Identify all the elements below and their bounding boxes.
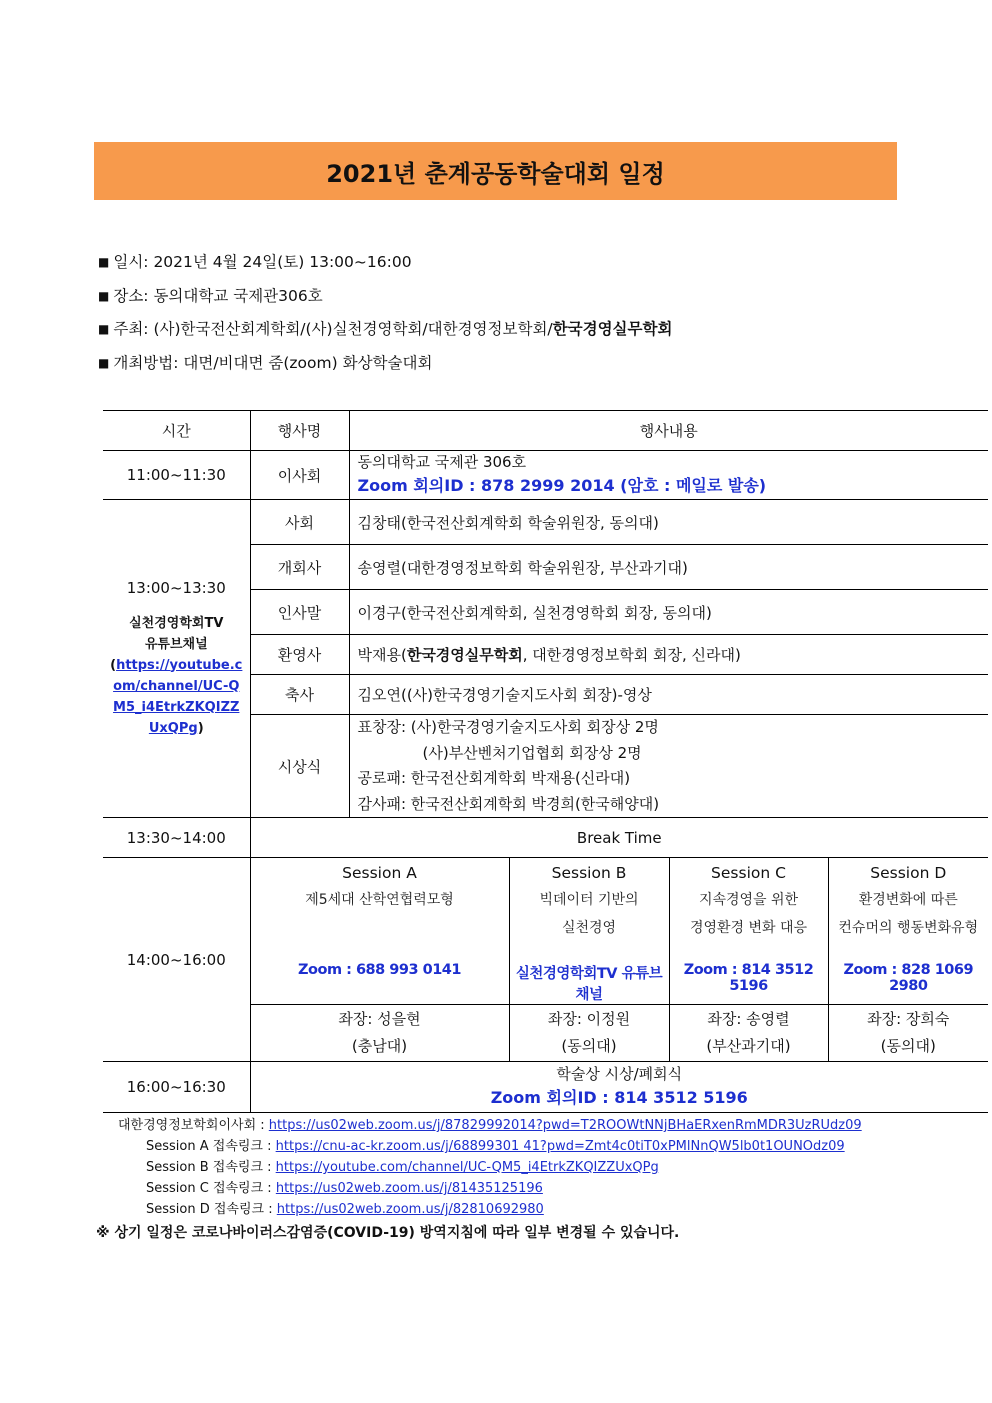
schedule-change-note: ※ 상기 일정은 코로나바이러스감염증(COVID-19) 방역지침에 따라 일부 변경될 수 있습니다. <box>96 1225 680 1241</box>
info-host: ■ 주최: (사)한국전산회계학회/(사)실천경영학회/대한경영정보학회/ 한국경영실무학회 <box>98 317 898 351</box>
bullet-icon: ■ <box>98 322 110 336</box>
table-header-row <box>103 411 988 451</box>
info-date: ■ 일시: 2021년 4월 24일(토) 13:00~16:00 <box>98 250 898 284</box>
cell-content: 김오연((사)한국경영기술지도사회 회장)-영상 <box>349 675 988 715</box>
event-info <box>98 250 898 384</box>
table-row-closing <box>103 1062 988 1113</box>
session-c-chair: 좌장: 송영렬 (부산과기대) <box>669 1005 828 1062</box>
session-a-chair: 좌장: 성을현 (충남대) <box>250 1005 509 1062</box>
list-item: Session C 접속링크 : https://us02web.zoom.us/j/81435125196 <box>146 1181 543 1196</box>
list-item: Session A 접속링크 : https://cnu-ac-kr.zoom.us/j/68899301 41?pwd=Zmt4c0tiT0xPMlNnQW5lb0t1OUNOdz09 <box>146 1139 845 1154</box>
closing-zoom-id: Zoom 회의ID : 814 3512 5196 <box>490 1088 748 1107</box>
info-method: ■ 개최방법: 대면/비대면 줌(zoom) 화상학술대회 <box>98 351 898 385</box>
session-b-chair: 좌장: 이정원 (동의대) <box>509 1005 669 1062</box>
session-d-chair: 좌장: 장희숙 (동의대) <box>828 1005 988 1062</box>
cell-content: 송영렬(대한경영정보학회 학술위원장, 부산과기대) <box>349 545 988 590</box>
session-d-link[interactable]: https://us02web.zoom.us/j/82810692980 <box>276 1202 544 1217</box>
session-a-zoom: Zoom : 688 993 0141 <box>298 962 461 978</box>
page-title: 2021년 춘계공동학술대회 일정 <box>326 159 665 188</box>
bullet-icon: ■ <box>98 255 110 269</box>
list-item: Session D 접속링크 : https://us02web.zoom.us/j/82810692980 <box>146 1202 544 1217</box>
schedule-table <box>103 410 988 1113</box>
table-row-sessions <box>103 858 988 1005</box>
list-item: Session B 접속링크 : https://youtube.com/channel/UC-QM5_i4EtrkZKQIZZUxQPg <box>146 1160 659 1175</box>
session-b: Session B 빅데이터 기반의 실천경영 실천경영학회TV 유튜브채널 <box>509 858 669 1005</box>
header-event: 행사명 <box>250 411 349 451</box>
cell-event: 사회 <box>250 500 349 545</box>
board-zoom-id: Zoom 회의ID : 878 2999 2014 (암호 : 메일로 발송) <box>357 476 767 495</box>
access-links <box>118 1115 862 1220</box>
cell-event: 환영사 <box>250 635 349 675</box>
board-zoom-link[interactable]: https://us02web.zoom.us/j/87829992014?pwd=T2ROOWtNNjBHaERxenRmMDR3UzRUdz09 <box>268 1118 862 1133</box>
session-c-zoom: Zoom : 814 3512 5196 <box>683 962 814 994</box>
cell-content: 표창장: (사)한국경영기술지도사회 회장상 2명 (사)부산벤처기업협회 회장상 2명 공로패: 한국전산회계학회 박재용(신라대) 감사패: 한국전산회계학회 박경희(한국해양대) <box>349 715 988 818</box>
cell-content: 이경구(한국전산회계학회, 실천경영학회 회장, 동의대) <box>349 590 988 635</box>
cell-time: 14:00~16:00 <box>103 858 250 1062</box>
closing-content: 학술상 시상/폐회식 Zoom 회의ID : 814 3512 5196 <box>250 1062 988 1113</box>
table-row <box>103 500 988 545</box>
channel-label: 실천경영학회TV 유튜브채널 (https://youtube.com/channel/UC-QM5_i4EtrkZKQIZZUxQPg) <box>110 615 243 736</box>
page-title-banner <box>94 142 897 200</box>
list-item: 대한경영정보학회이사회 : https://us02web.zoom.us/j/87829992014?pwd=T2ROOWtNNjBHaERxenRmMDR3UzRUdz09 <box>118 1118 862 1133</box>
table-row-break <box>103 818 988 858</box>
cell-content: 동의대학교 국제관 306호 Zoom 회의ID : 878 2999 2014 (암호 : 메일로 발송) <box>349 451 988 500</box>
cell-event: 개회사 <box>250 545 349 590</box>
session-d: Session D 환경변화에 따른 컨슈머의 행동변화유형 Zoom : 828 1069 2980 <box>828 858 988 1005</box>
bullet-icon: ■ <box>98 355 110 370</box>
session-c-link[interactable]: https://us02web.zoom.us/j/81435125196 <box>275 1181 543 1196</box>
session-a: Session A 제5세대 산학연협력모형 Zoom : 688 993 0141 <box>250 858 509 1005</box>
session-c: Session C 지속경영을 위한 경영환경 변화 대응 Zoom : 814 3512 5196 <box>669 858 828 1005</box>
youtube-channel-link[interactable]: https://youtube.com/channel/UC-QM5_i4EtrkZKQIZZUxQPg <box>113 657 243 736</box>
cell-event: 이사회 <box>250 451 349 500</box>
table-row-board <box>103 451 988 500</box>
cell-time: 13:30~14:00 <box>103 818 250 858</box>
cell-content: 박재용(한국경영실무학회, 대한경영정보학회 회장, 신라대) <box>349 635 988 675</box>
session-b-channel: 실천경영학회TV 유튜브채널 <box>515 966 663 1003</box>
header-time: 시간 <box>103 411 250 451</box>
session-b-link[interactable]: https://youtube.com/channel/UC-QM5_i4EtrkZKQIZZUxQPg <box>275 1160 659 1175</box>
break-label: Break Time <box>250 818 988 858</box>
header-content: 행사내용 <box>349 411 988 451</box>
session-a-link[interactable]: https://cnu-ac-kr.zoom.us/j/68899301 41?pwd=Zmt4c0tiT0xPMlNnQW5lb0t1OUNOdz09 <box>275 1139 845 1154</box>
cell-content: 김창태(한국전산회계학회 학술위원장, 동의대) <box>349 500 988 545</box>
session-d-zoom: Zoom : 828 1069 2980 <box>843 962 974 994</box>
info-venue: ■ 장소: 동의대학교 국제관306호 <box>98 284 898 318</box>
cell-event: 인사말 <box>250 590 349 635</box>
cell-time: 11:00~11:30 <box>103 451 250 500</box>
opening-time-cell: 13:00~13:30 실천경영학회TV 유튜브채널 (https://youtube.com/channel/UC-QM5_i4EtrkZKQIZZUxQPg) <box>103 500 250 818</box>
bullet-icon: ■ <box>98 288 110 303</box>
cell-event: 시상식 <box>250 715 349 818</box>
cell-time: 16:00~16:30 <box>103 1062 250 1113</box>
cell-event: 축사 <box>250 675 349 715</box>
